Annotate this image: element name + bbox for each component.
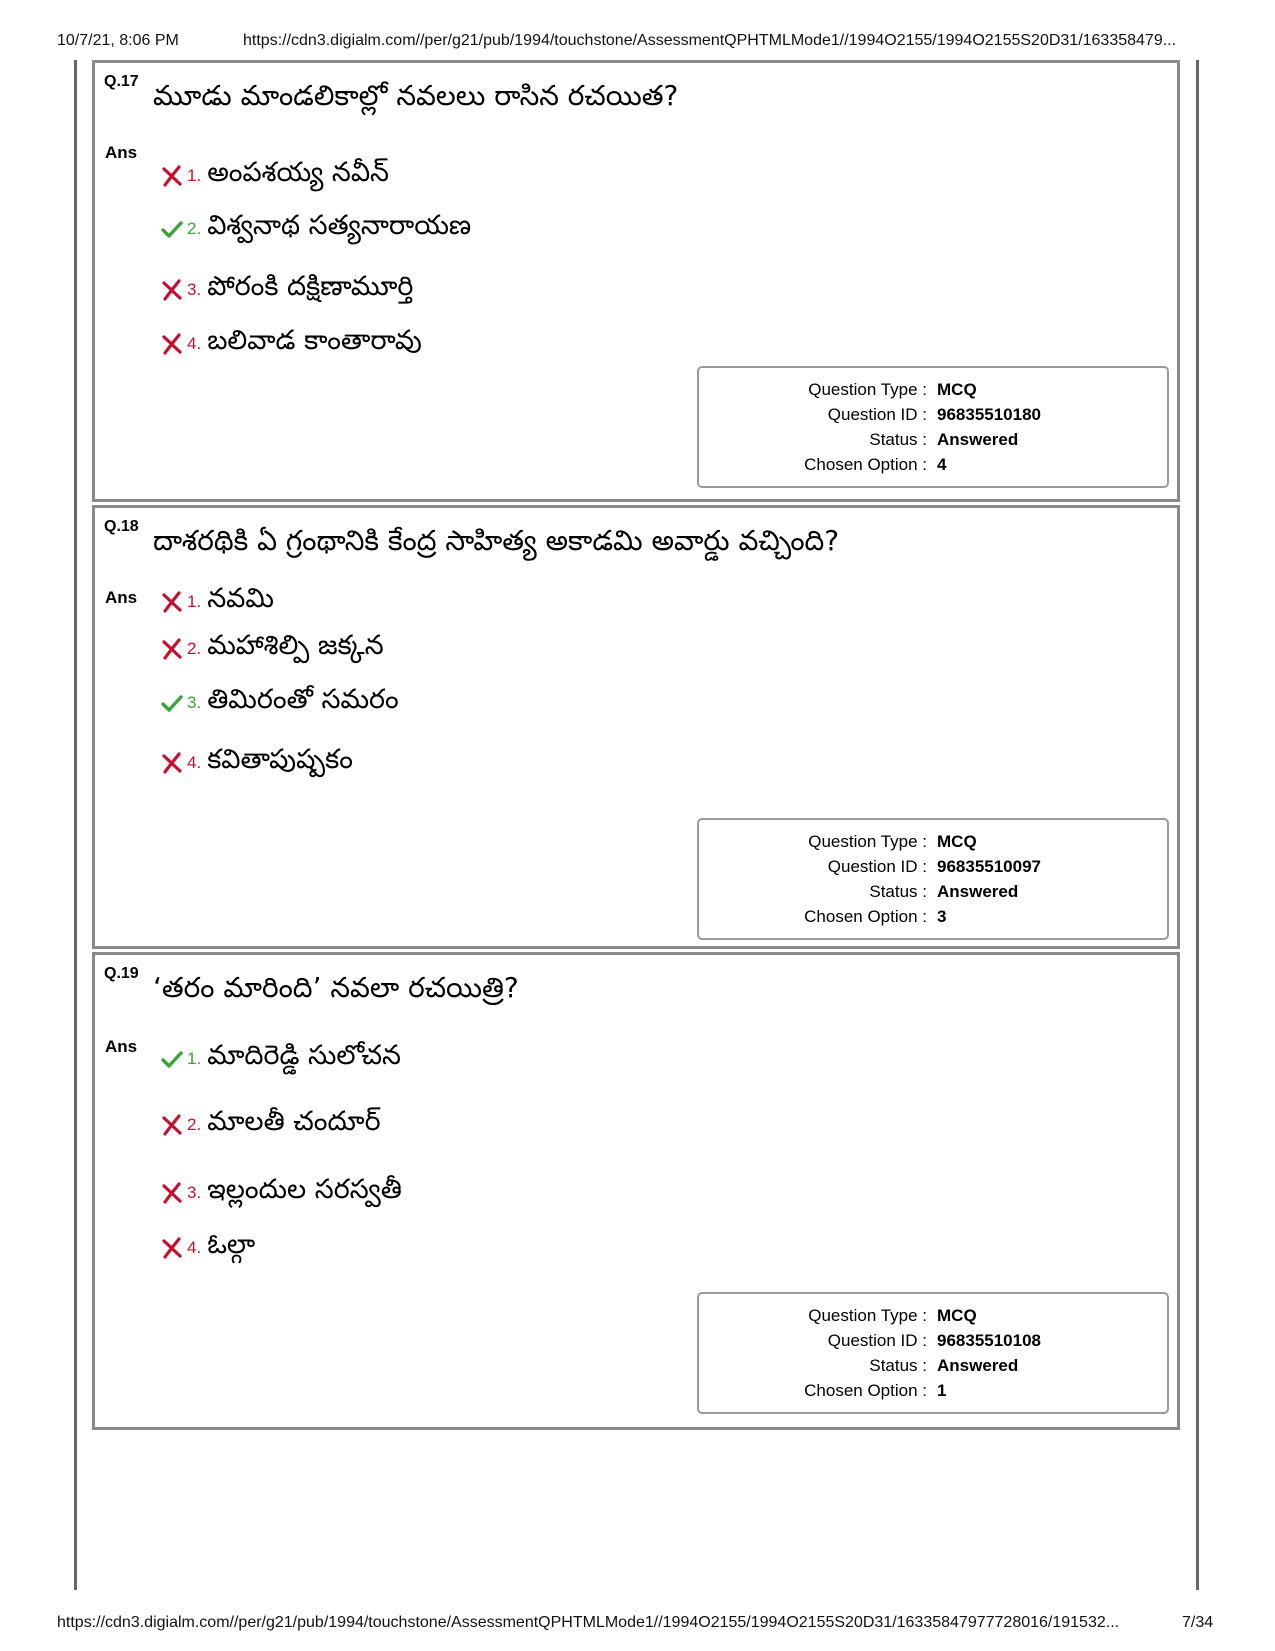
- print-header-datetime: 10/7/21, 8:06 PM: [57, 32, 179, 49]
- answer-label: Ans: [105, 1037, 138, 1056]
- question-number: Q.17: [104, 73, 139, 90]
- question-type-value: MCQ: [937, 1306, 977, 1325]
- check-icon: [159, 216, 185, 242]
- question-block: [92, 952, 1180, 1430]
- status-label: Status :: [869, 882, 927, 901]
- cross-icon: [159, 331, 185, 357]
- option-text: ఓల్గా: [207, 1229, 256, 1260]
- cross-icon: [159, 163, 185, 189]
- question-info-panel: [697, 1292, 1169, 1414]
- cross-icon: [159, 589, 185, 615]
- status-label: Status :: [869, 1356, 927, 1375]
- status-value: Answered: [937, 1356, 1019, 1375]
- option-number: 3.: [187, 1183, 202, 1202]
- cross-icon: [159, 277, 185, 303]
- question-id-label: Question ID :: [827, 1331, 927, 1350]
- print-header-url: https://cdn3.digialm.com//per/g21/pub/1994/touchstone/AssessmentQPHTMLMode1//1994O2155/1994O2155S20D31/163358479...: [243, 32, 1177, 49]
- option-item: [159, 324, 422, 364]
- cross-icon: [159, 1235, 185, 1261]
- chosen-option-label: Chosen Option :: [804, 1381, 927, 1400]
- option-item: [159, 156, 389, 196]
- option-text: అంపశయ్య నవీన్: [207, 157, 390, 188]
- option-number: 1.: [187, 592, 202, 611]
- option-text: నవమి: [207, 583, 274, 614]
- question-id-label: Question ID :: [827, 405, 927, 424]
- question-number: Q.18: [104, 518, 139, 535]
- chosen-option-value: 1: [937, 1381, 947, 1400]
- question-number: Q.19: [104, 965, 139, 982]
- chosen-option-value: 4: [937, 455, 947, 474]
- option-number: 4.: [187, 334, 202, 353]
- answer-label: Ans: [105, 143, 138, 162]
- question-info-panel: [697, 818, 1169, 940]
- question-type-label: Question Type :: [808, 380, 927, 399]
- option-text: మహాశిల్పి జక్కన: [207, 630, 384, 661]
- option-number: 3.: [187, 693, 202, 712]
- answer-label: Ans: [105, 588, 138, 607]
- page-right-border: [1196, 60, 1199, 1590]
- page-number: 7/34: [1182, 1614, 1214, 1631]
- option-text: ఇల్లందుల సరస్వతీ: [207, 1174, 402, 1205]
- question-id-value: 96835510108: [937, 1331, 1042, 1350]
- option-text: విశ్వనాథ సత్యనారాయణ: [207, 210, 472, 241]
- question-id-value: 96835510180: [937, 405, 1042, 424]
- option-text: మాదిరెడ్డి సులోచన: [207, 1040, 401, 1071]
- option-number: 1.: [187, 166, 202, 185]
- page-left-border: [74, 60, 77, 1590]
- status-label: Status :: [869, 430, 927, 449]
- option-item: [159, 1228, 255, 1268]
- question-id-value: 96835510097: [937, 857, 1042, 876]
- check-icon: [159, 1046, 185, 1072]
- question-text: ‘తరం మారింది’ నవలా రచయిత్రి?: [153, 971, 519, 1004]
- print-footer-url: https://cdn3.digialm.com//per/g21/pub/1994/touchstone/AssessmentQPHTMLMode1//1994O2155/1994O2155S20D31/16335847977728016/191532...: [57, 1614, 1120, 1631]
- option-text: పోరంకి దక్షిణామూర్తి: [207, 271, 414, 302]
- question-block: [92, 505, 1180, 949]
- status-value: Answered: [937, 430, 1019, 449]
- chosen-option-label: Chosen Option :: [804, 907, 927, 926]
- chosen-option-label: Chosen Option :: [804, 455, 927, 474]
- option-text: బలివాడ కాంతారావు: [207, 325, 422, 356]
- option-item: [159, 629, 384, 669]
- option-text: కవితాపుష్పకం: [207, 744, 353, 775]
- option-number: 4.: [187, 753, 202, 772]
- cross-icon: [159, 1180, 185, 1206]
- question-type-value: MCQ: [937, 832, 977, 851]
- option-item: [159, 582, 274, 622]
- question-type-label: Question Type :: [808, 832, 927, 851]
- cross-icon: [159, 636, 185, 662]
- question-block: [92, 60, 1180, 502]
- question-type-label: Question Type :: [808, 1306, 927, 1325]
- option-number: 4.: [187, 1238, 202, 1257]
- cross-icon: [159, 1112, 185, 1138]
- option-item: [159, 683, 399, 723]
- question-info-panel: [697, 366, 1169, 488]
- option-item: [159, 1105, 381, 1145]
- cross-icon: [159, 750, 185, 776]
- question-text: మూడు మాండలికాల్లో నవలలు రాసిన రచయిత?: [153, 79, 679, 112]
- option-number: 3.: [187, 280, 202, 299]
- option-number: 2.: [187, 1115, 202, 1134]
- option-item: [159, 1039, 401, 1079]
- option-number: 2.: [187, 219, 202, 238]
- option-text: మాలతీ చందూర్: [207, 1106, 381, 1137]
- option-text: తిమిరంతో సమరం: [207, 684, 399, 715]
- option-item: [159, 743, 353, 783]
- question-text: దాశరథికి ఏ గ్రంథానికి కేంద్ర సాహిత్య అకాడమి అవార్డు వచ్చింది?: [153, 524, 840, 557]
- check-icon: [159, 690, 185, 716]
- option-item: [159, 1173, 402, 1213]
- option-number: 1.: [187, 1049, 202, 1068]
- status-value: Answered: [937, 882, 1019, 901]
- option-number: 2.: [187, 639, 202, 658]
- chosen-option-value: 3: [937, 907, 947, 926]
- option-item: [159, 209, 471, 249]
- option-item: [159, 270, 413, 310]
- question-type-value: MCQ: [937, 380, 977, 399]
- question-id-label: Question ID :: [827, 857, 927, 876]
